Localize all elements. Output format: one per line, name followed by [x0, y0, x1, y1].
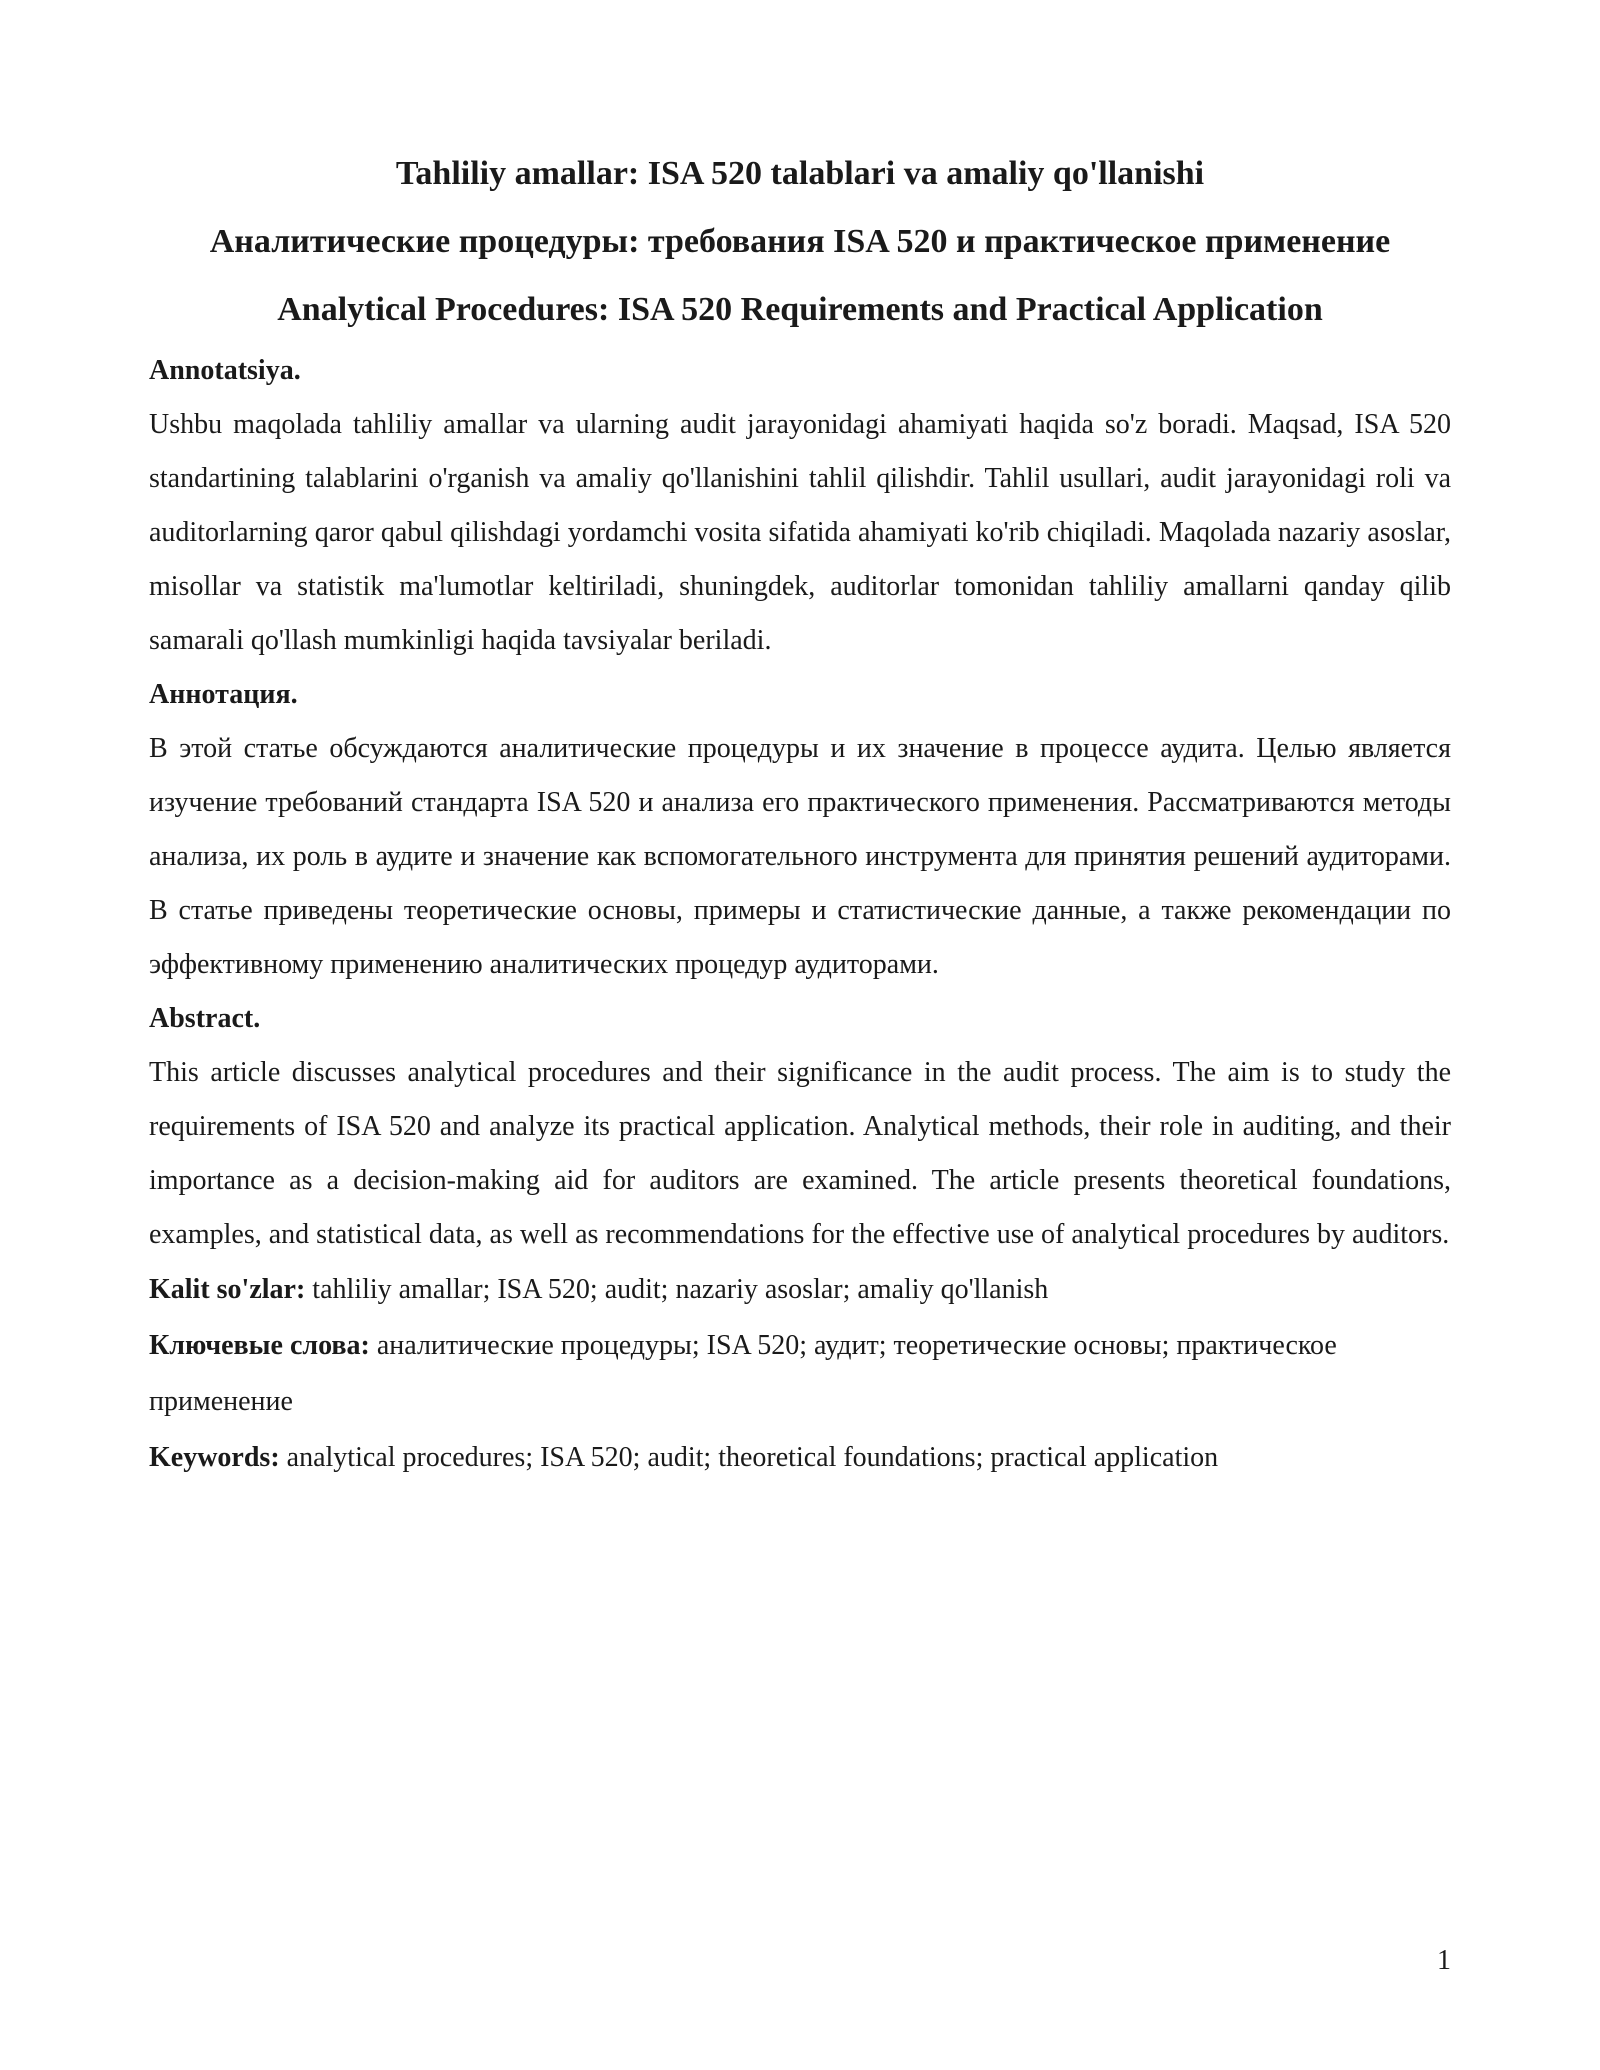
title-uzbek: Tahliliy amallar: ISA 520 talablari va amaliy qo'llanishi: [395, 155, 1205, 192]
abstract-russian-section: [149, 674, 1451, 992]
abstract-uzbek-text: Ushbu maqolada tahliliy amallar va ularning audit jarayonidagi ahamiyati haqida so'z boradi. Maqsad, ISA 520 standartining talablarini o'rganish va amaliy qo'llanishini tahlil qilishdir. Tahlil usullari, audit jarayonidagi roli va auditorlarning qaror qabul qilishdagi yordamchi vosita sifatida ahamiyati ko'rib chiqiladi. Maqolada nazariy asoslar, misollar va statistik ma'lumotlar keltiriladi, shuningdek, auditorlar tomonidan tahliliy amallarni qanday qilib samarali qo'llash mumkinligi haqida tavsiyalar beriladi.: [149, 409, 1451, 656]
keywords-russian-label: Ключевые слова:: [149, 1330, 370, 1361]
abstract-uzbek-heading: Annotatsiya.: [149, 355, 301, 386]
abstract-uzbek-section: [149, 350, 1451, 668]
keywords-english-text: analytical procedures; ISA 520; audit; theoretical foundations; practical application: [286, 1442, 1219, 1473]
keywords-english: [149, 1430, 1451, 1486]
abstract-russian-text: В этой статье обсуждаются аналитические процедуры и их значение в процессе аудита. Целью является изучение требований стандарта ISA 520 и анализа его практического применения. Рассматриваются методы анализа, их роль в аудите и значение как вспомогательного инструмента для принятия решений аудиторами. В статье приведены теоретические основы, примеры и статистические данные, а также рекомендации по эффективному применению аналитических процедур аудиторами.: [149, 733, 1451, 980]
page-number: 1: [1437, 1945, 1451, 1976]
keywords-russian: [149, 1318, 1451, 1430]
keywords-english-label: Keywords:: [149, 1442, 280, 1473]
title-english: Analytical Procedures: ISA 520 Requirements and Practical Application: [277, 291, 1323, 328]
keywords-uzbek-text: tahliliy amallar; ISA 520; audit; nazariy asoslar; amaliy qo'llanish: [312, 1274, 1049, 1305]
keywords-uzbek: [149, 1262, 1451, 1318]
document-page: [149, 140, 1451, 1486]
keywords-uzbek-label: Kalit so'zlar:: [149, 1274, 306, 1305]
keywords-russian-text: аналитические процедуры; ISA 520; аудит; теоретические основы; практическое применение: [149, 1330, 1337, 1417]
abstract-english-heading: Abstract.: [149, 1003, 261, 1034]
abstract-english-text: This article discusses analytical procedures and their significance in the audit process. The aim is to study the requirements of ISA 520 and analyze its practical application. Analytical methods, their role in auditing, and their importance as a decision-making aid for auditors are examined. The article presents theoretical foundations, examples, and statistical data, as well as recommendations for the effective use of analytical procedures by auditors.: [149, 1057, 1451, 1250]
abstract-russian-heading: Аннотация.: [149, 679, 298, 710]
title-russian: Аналитические процедуры: требования ISA 520 и практическое применение: [209, 223, 1391, 260]
abstract-english-section: [149, 998, 1451, 1262]
